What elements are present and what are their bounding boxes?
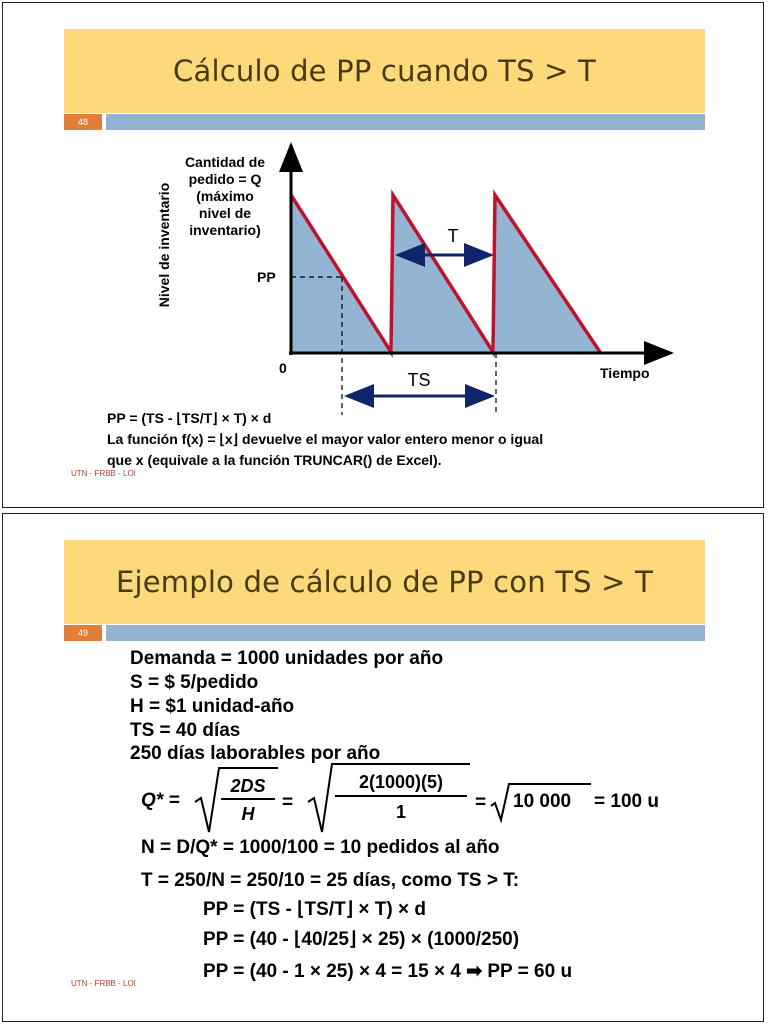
- q-label-line-5: inventario): [189, 222, 261, 238]
- q-label-line-3: (máximo: [196, 188, 254, 204]
- root-value: 10 000: [513, 791, 572, 812]
- cycle-time: T = 250/N = 250/10 = 25 días, como TS > T:: [141, 870, 520, 891]
- slide-title-bar: [64, 540, 705, 624]
- eoq-lhs: Q* =: [141, 790, 180, 811]
- footer-text: UTN - FRBB - LOI: [71, 979, 136, 988]
- q-label-line-2: pedido = Q: [188, 171, 262, 187]
- pp-formula-general: PP = (TS - ⌊TS/T⌋ × T) × d: [203, 899, 426, 920]
- t-label: T: [447, 226, 459, 246]
- pp-formula-substituted: PP = (40 - ⌊40/25⌋ × 25) × (1000/250): [203, 929, 520, 950]
- pp-label: PP: [257, 269, 276, 285]
- pp-formula-result: PP = (40 - 1 × 25) × 4 = 15 × 4 ➡ PP = 60 u: [203, 961, 573, 982]
- q-label-line-4: nivel de: [198, 205, 252, 221]
- footer-text: UTN - FRBB - LOI: [71, 469, 136, 478]
- floor-explanation-2: que x (equivale a la función TRUNCAR() de Excel).: [107, 452, 442, 468]
- ts-label: TS: [407, 370, 431, 390]
- y-axis-label: Nivel de inventario: [156, 182, 172, 308]
- floor-explanation-1: La función f(x) = ⌊x⌋ devuelve el mayor valor entero menor o igual: [107, 431, 544, 447]
- frac2-denominator: 1: [395, 802, 407, 822]
- frac2-numerator: 2(1000)(5): [358, 772, 444, 792]
- slide-number: 49: [64, 625, 102, 641]
- slide-title: Ejemplo de cálculo de PP con TS > T: [115, 565, 653, 599]
- origin-label: 0: [279, 360, 287, 376]
- slide-number: 48: [64, 114, 102, 130]
- eoq-equals-1: =: [282, 792, 294, 813]
- frac1-denominator: H: [241, 804, 255, 824]
- frac1-numerator: 2DS: [230, 776, 266, 796]
- given-holding-cost: H = $1 unidad-año: [130, 696, 295, 717]
- given-demand: Demanda = 1000 unidades por año: [130, 648, 444, 669]
- given-lead-time: TS = 40 días: [130, 720, 241, 741]
- x-axis-label: Tiempo: [600, 365, 650, 381]
- slide-title: Cálculo de PP cuando TS > T: [173, 54, 596, 88]
- pp-formula: PP = (TS - ⌊TS/T⌋ × T) × d: [107, 410, 272, 426]
- given-working-days: 250 días laborables por año: [130, 743, 381, 764]
- given-setup-cost: S = $ 5/pedido: [130, 672, 259, 693]
- eoq-equals-2: =: [475, 792, 487, 813]
- slide-49: [2, 513, 764, 1022]
- slide-48: [2, 2, 764, 508]
- title-band: [106, 625, 705, 641]
- eoq-result: = 100 u: [594, 791, 659, 812]
- q-label-line-1: Cantidad de: [184, 154, 266, 170]
- orders-per-year: N = D/Q* = 1000/100 = 10 pedidos al año: [141, 837, 500, 858]
